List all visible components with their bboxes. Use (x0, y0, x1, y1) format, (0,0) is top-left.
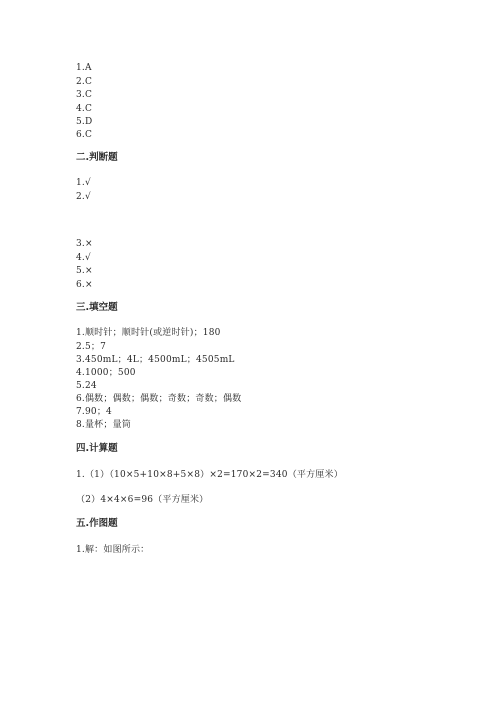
fill-answer-3: 3.450mL；4L；4500mL；4505mL (76, 355, 235, 365)
fill-answer-5: 5.24 (76, 381, 97, 391)
fill-answer-4: 4.1000；500 (76, 368, 136, 378)
judgement-answer-5: 5.× (76, 266, 93, 276)
judgement-answer-4: 4.√ (76, 253, 91, 263)
judgement-answer-2: 2.√ (76, 192, 91, 202)
fill-answer-2: 2.5；7 (76, 342, 107, 352)
calculation-answer-1: 1.（1）（10×5+10×8+5×8）×2=170×2=340（平方厘米） (76, 470, 343, 480)
choice-answer-1: 1.A (76, 63, 92, 73)
choice-answer-6: 6.C (76, 130, 93, 140)
judgement-answer-1: 1.√ (76, 178, 91, 188)
calculation-answer-2: （2）4×4×6=96（平方厘米） (76, 495, 209, 505)
choice-answer-2: 2.C (76, 77, 93, 87)
fill-answer-1: 1.顺时针；顺时针(或逆时针)；180 (76, 328, 221, 338)
judgement-answer-3: 3.× (76, 239, 93, 249)
choice-answer-3: 3.C (76, 90, 93, 100)
drawing-answer-1: 1.解：如图所示： (76, 545, 150, 555)
fill-answer-7: 7.90；4 (76, 407, 112, 417)
section-heading-drawing: 五.作图题 (76, 518, 118, 529)
choice-answer-4: 4.C (76, 104, 93, 114)
section-heading-fill-blank: 三.填空题 (76, 302, 118, 313)
fill-answer-8: 8.量杯；量筒 (76, 420, 131, 430)
section-heading-judgement: 二.判断题 (76, 152, 118, 163)
fill-answer-6: 6.偶数；偶数；偶数；奇数；奇数；偶数 (76, 394, 242, 404)
judgement-answer-6: 6.× (76, 280, 93, 290)
choice-answer-5: 5.D (76, 117, 93, 127)
section-heading-calculation: 四.计算题 (76, 443, 118, 454)
